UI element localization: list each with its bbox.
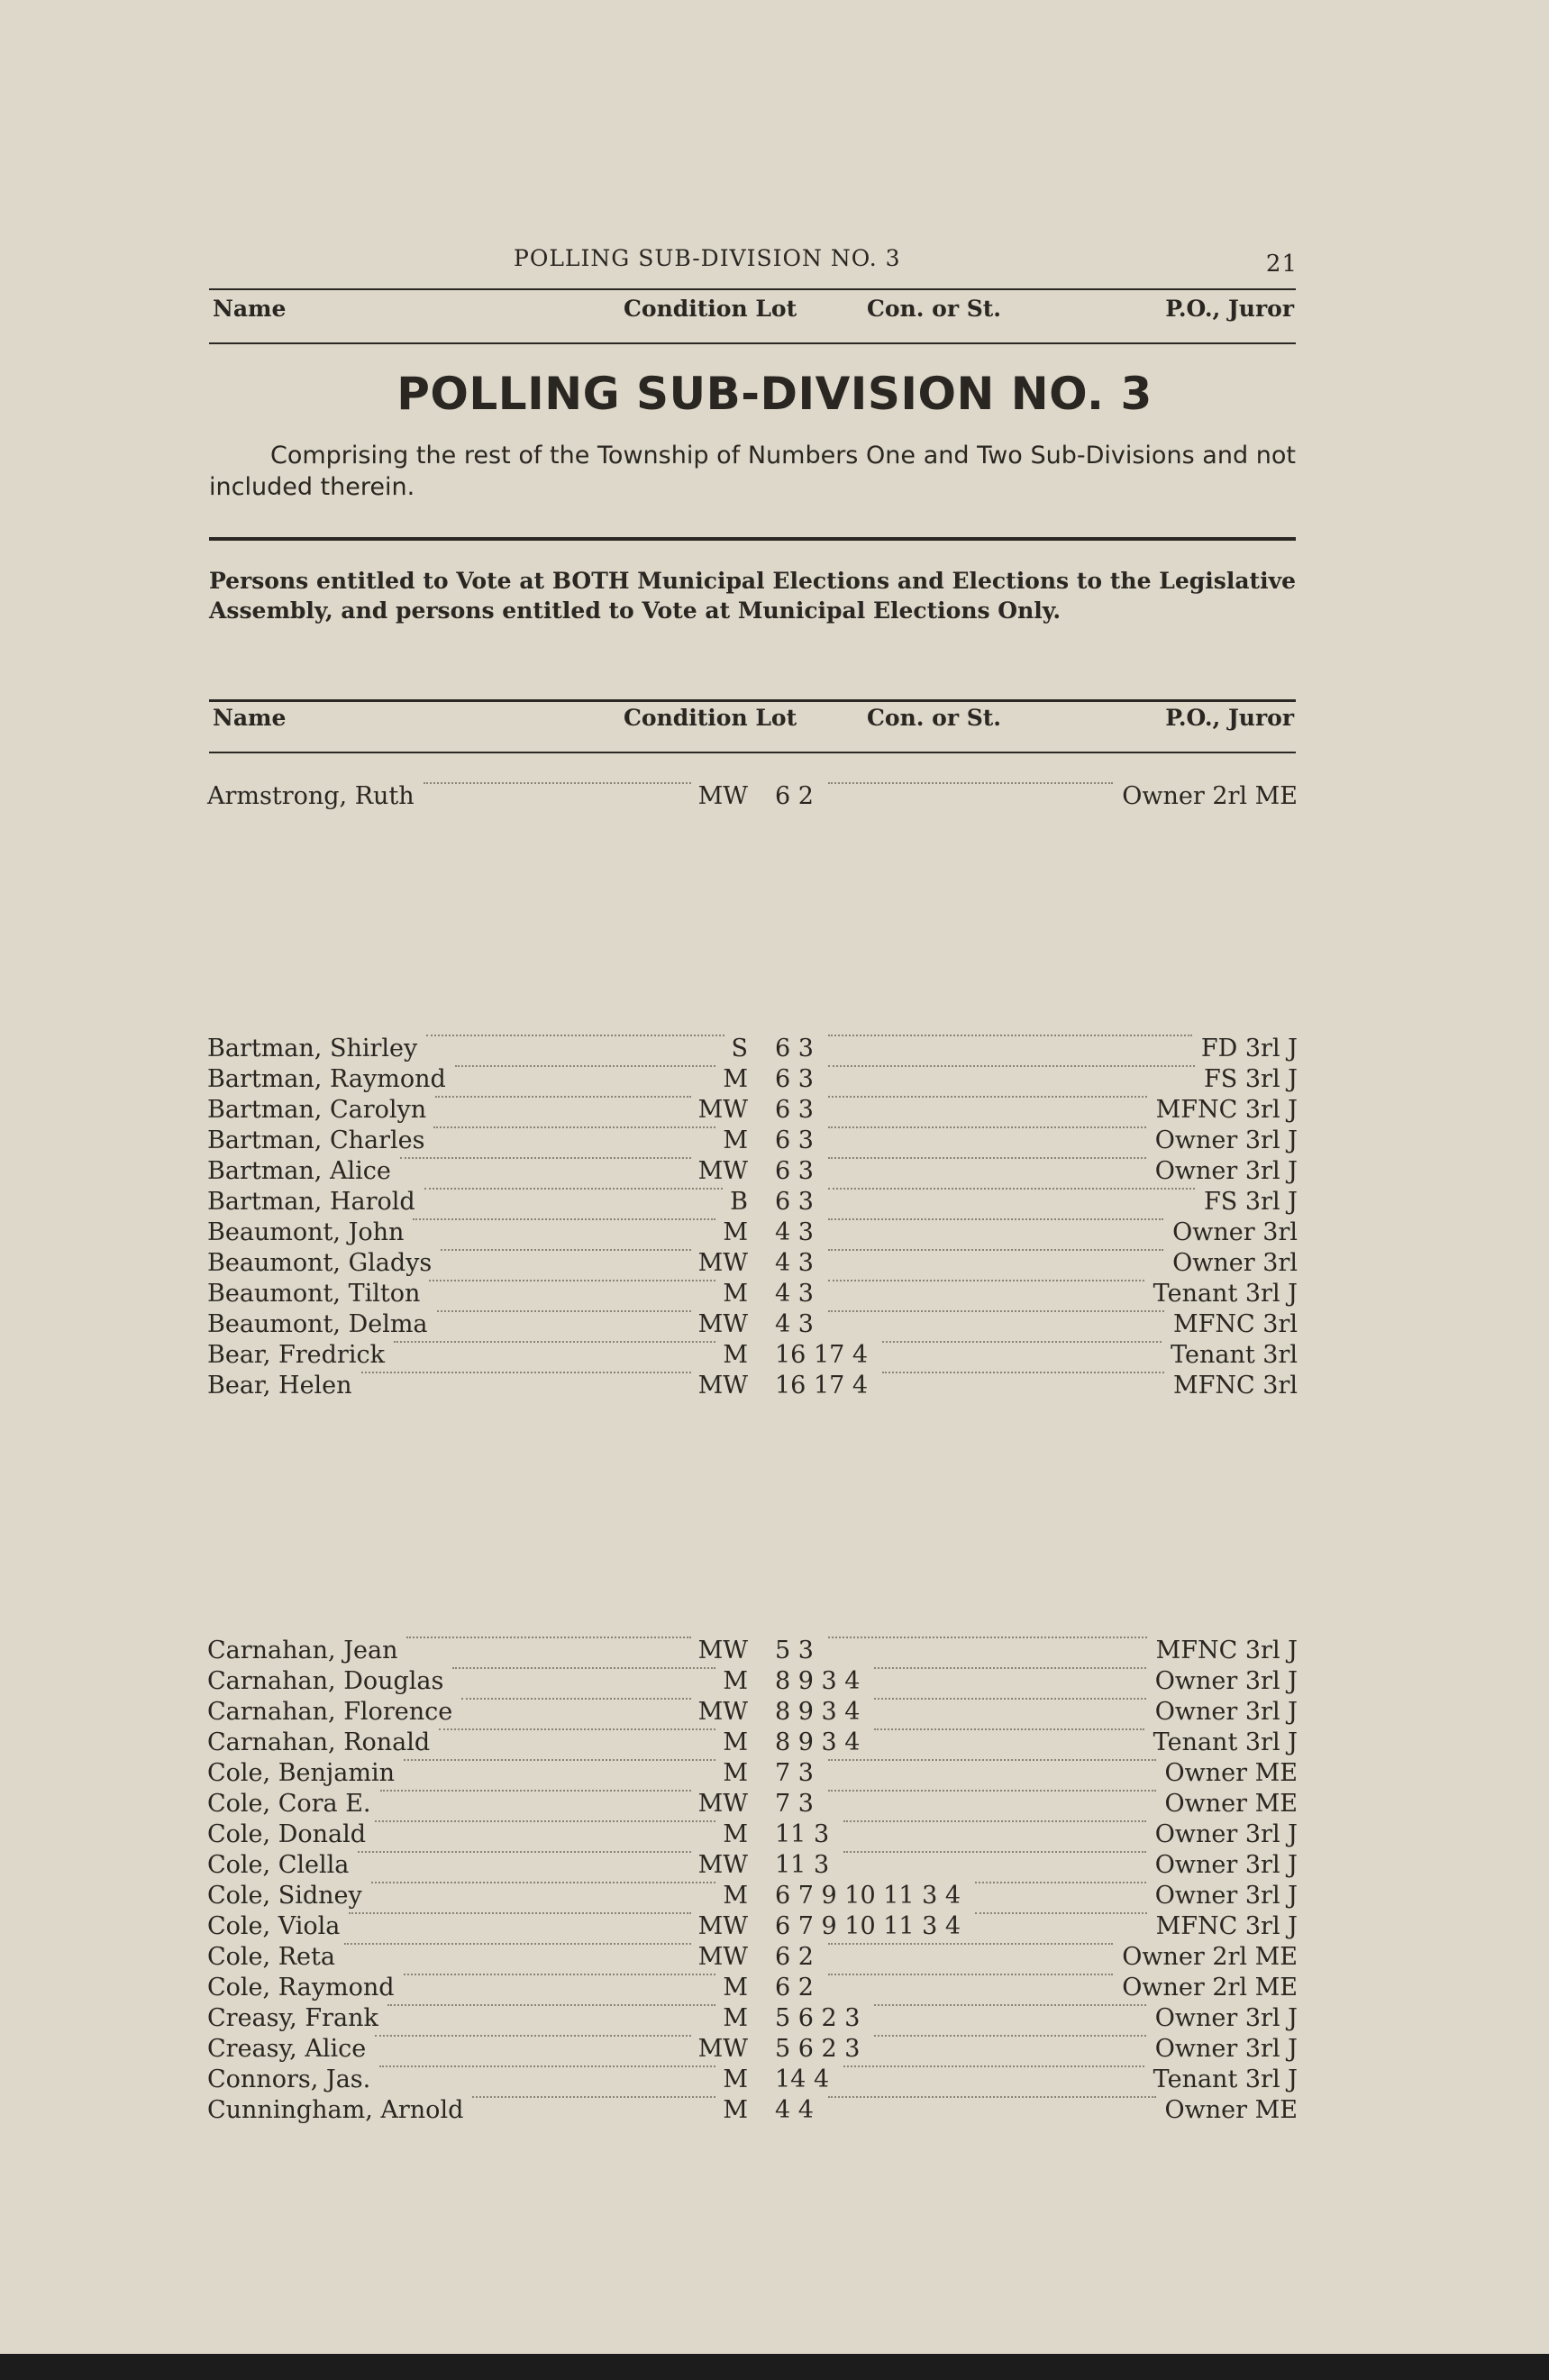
lot-con: 16 17 4 [775,1341,869,1369]
lot-con: 4 3 [775,1249,814,1277]
leader-dots [371,1882,715,1883]
condition: MW [697,2035,748,2063]
leader-dots [828,1974,1113,1975]
leader-dots [828,782,1113,784]
lot-con: 5 6 2 3 [775,2035,861,2063]
list-item [207,2035,1298,2065]
po-juror: Tenant 3rl J [1153,2065,1298,2093]
list-item [207,1698,1298,1728]
leader-dots [394,1341,715,1343]
po-juror: Owner 3rl J [1154,1820,1298,1848]
persons-note: Persons entitled to Vote at BOTH Municipal Elections and Elections to the Legislative Assembly, and persons entitled to Vote at Municipal Elections Only. [209,568,1296,624]
condition: M [723,2096,748,2124]
lot-con: 5 6 2 3 [775,2004,861,2032]
condition: MW [697,1310,748,1338]
po-juror: Tenant 3rl J [1153,1280,1298,1308]
lot-con: 6 3 [775,1096,814,1124]
lot-con: 11 3 [775,1851,830,1879]
lot-con: 6 3 [775,1065,814,1093]
voter-name: Carnahan, Ronald [207,1728,431,1756]
lot-con: 6 7 9 10 11 3 4 [775,1882,961,1910]
leader-dots [435,1096,691,1098]
leader-dots [344,1943,691,1945]
po-juror: Owner 3rl J [1154,1882,1298,1910]
leader-dots [433,1126,715,1128]
voter-name: Cole, Donald [207,1820,367,1848]
entries-group-b [207,1035,1298,1402]
col-condition-lot: Condition Lot [624,705,797,731]
list-item [207,1280,1298,1310]
list-item [207,2004,1298,2035]
list-item [207,1372,1298,1402]
list-item [207,1759,1298,1790]
voter-name: Carnahan, Jean [207,1637,398,1664]
lot-con: 7 3 [775,1759,814,1787]
list-item [207,1637,1298,1667]
voter-name: Bartman, Charles [207,1126,425,1154]
condition: MW [697,1943,748,1971]
condition: M [723,2004,748,2032]
condition: MW [697,1249,748,1277]
voter-name: Cunningham, Arnold [207,2096,464,2124]
entries-group-a [207,782,1298,813]
condition: MW [697,1637,748,1664]
po-juror: Owner 3rl J [1154,1667,1298,1695]
list-item [207,1188,1298,1218]
leader-dots [461,1698,691,1700]
leader-dots [882,1372,1164,1373]
lot-con: 6 2 [775,1943,814,1971]
list-item [207,1341,1298,1372]
po-juror: Tenant 3rl [1171,1341,1298,1369]
leader-dots [975,1882,1146,1883]
list-item [207,1096,1298,1126]
column-header-top [213,296,1294,326]
lot-con: 6 3 [775,1126,814,1154]
list-item [207,1882,1298,1912]
page-number: 21 [1265,251,1298,278]
condition: MW [697,1912,748,1940]
po-juror: Owner 3rl J [1154,1698,1298,1726]
leader-dots [828,1310,1164,1312]
voter-name: Cole, Benjamin [207,1759,395,1787]
voter-name: Bartman, Shirley [207,1035,418,1062]
condition: MW [697,1157,748,1185]
leader-dots [874,2035,1146,2037]
voter-name: Cole, Clella [207,1851,350,1879]
voter-name: Cole, Cora E. [207,1790,371,1818]
leader-dots [828,1157,1146,1159]
voter-name: Connors, Jas. [207,2065,371,2093]
leader-dots [404,1974,715,1975]
voter-name: Cole, Sidney [207,1882,362,1910]
po-juror: Owner ME [1164,1790,1298,1818]
leader-dots [828,1943,1113,1945]
po-juror: MFNC 3rl [1173,1310,1298,1338]
voter-name: Bartman, Alice [207,1157,391,1185]
voter-name: Cole, Viola [207,1912,341,1940]
list-item [207,1218,1298,1249]
column-header-table [213,705,1294,735]
voter-name: Beaumont, John [207,1218,405,1246]
list-item [207,1974,1298,2004]
leader-dots [828,1035,1192,1036]
scan-edge [0,2354,1549,2380]
leader-dots [375,1820,715,1822]
po-juror: Owner ME [1164,2096,1298,2124]
col-po-juror: P.O., Juror [1165,296,1294,322]
condition: MW [697,1790,748,1818]
leader-dots [437,1310,691,1312]
entries-group-c [207,1637,1298,2127]
section-rule [209,537,1296,541]
leader-dots [358,1851,691,1853]
list-item [207,1943,1298,1974]
condition: MW [697,1698,748,1726]
list-item [207,1790,1298,1820]
list-item [207,1912,1298,1943]
leader-dots [843,1820,1146,1822]
leader-dots [828,1126,1146,1128]
condition: M [723,1974,748,2002]
condition: MW [697,1096,748,1124]
condition: MW [697,1372,748,1400]
voter-name: Cole, Reta [207,1943,335,1971]
leader-dots [455,1065,715,1067]
lot-con: 6 2 [775,782,814,810]
po-juror: FS 3rl J [1204,1065,1298,1093]
leader-dots [404,1759,715,1761]
lot-con: 6 3 [775,1157,814,1185]
list-item [207,1035,1298,1065]
col-con-or-st: Con. or St. [867,705,1002,731]
list-item [207,2096,1298,2127]
lot-con: 7 3 [775,1790,814,1818]
lot-con: 5 3 [775,1637,814,1664]
list-item [207,1728,1298,1759]
condition: S [731,1035,748,1062]
col-po-juror: P.O., Juror [1165,705,1294,731]
lot-con: 8 9 3 4 [775,1728,861,1756]
lot-con: 8 9 3 4 [775,1667,861,1695]
lot-con: 11 3 [775,1820,830,1848]
leader-dots [361,1372,691,1373]
list-item [207,2065,1298,2096]
condition: M [723,1341,748,1369]
leader-dots [439,1728,715,1730]
lot-con: 16 17 4 [775,1372,869,1400]
condition: M [723,1728,748,1756]
lot-con: 6 2 [775,1974,814,2002]
condition: M [723,1667,748,1695]
section-description: Comprising the rest of the Township of Numbers One and Two Sub-Divisions and not included therein. [209,442,1296,501]
col-condition-lot: Condition Lot [624,296,797,322]
leader-dots [828,1065,1195,1067]
leader-dots [828,1249,1163,1251]
col-con-or-st: Con. or St. [867,296,1002,322]
voter-name: Carnahan, Florence [207,1698,453,1726]
leader-dots [441,1249,691,1251]
lot-con: 6 3 [775,1035,814,1062]
leader-dots [379,2065,715,2067]
leader-dots [406,1637,691,1638]
voter-name: Creasy, Frank [207,2004,378,2032]
lot-con: 8 9 3 4 [775,1698,861,1726]
condition: M [723,1759,748,1787]
lot-con: 14 4 [775,2065,830,2093]
leader-dots [828,1096,1147,1098]
list-item [207,1065,1298,1096]
leader-dots [426,1035,724,1036]
leader-dots [874,1698,1146,1700]
leader-dots [828,1188,1195,1190]
po-juror: Tenant 3rl J [1153,1728,1298,1756]
voter-name: Bartman, Carolyn [207,1096,427,1124]
po-juror: Owner 3rl J [1154,2035,1298,2063]
condition: B [730,1188,748,1216]
leader-dots [452,1667,715,1669]
po-juror: Owner 3rl [1172,1218,1298,1246]
voter-name: Armstrong, Ruth [207,782,415,810]
leader-dots [843,1851,1146,1853]
leader-dots [387,2004,715,2006]
leader-dots [424,782,691,784]
po-juror: Owner 3rl J [1154,2004,1298,2032]
po-juror: MFNC 3rl J [1155,1637,1298,1664]
po-juror: MFNC 3rl J [1155,1912,1298,1940]
condition: MW [697,1851,748,1879]
lot-con: 4 3 [775,1310,814,1338]
leader-dots [828,1759,1156,1761]
leader-dots [874,1667,1146,1669]
po-juror: Owner 3rl [1172,1249,1298,1277]
list-item [207,1667,1298,1698]
condition: M [723,1882,748,1910]
po-juror: Owner 2rl ME [1122,1974,1298,2002]
list-item [207,1820,1298,1851]
leader-dots [828,1790,1156,1792]
voter-name: Bear, Fredrick [207,1341,385,1369]
lot-con: 6 3 [775,1188,814,1216]
leader-dots [975,1912,1147,1914]
leader-dots [874,1728,1144,1730]
leader-dots [472,2096,715,2098]
voter-name: Bear, Helen [207,1372,352,1400]
leader-dots [882,1341,1162,1343]
lot-con: 6 7 9 10 11 3 4 [775,1912,961,1940]
voter-name: Beaumont, Delma [207,1310,428,1338]
leader-dots [828,1280,1144,1281]
po-juror: MFNC 3rl J [1155,1096,1298,1124]
table-rule-top [209,699,1296,702]
condition: MW [697,782,748,810]
lot-con: 4 4 [775,2096,814,2124]
list-item [207,1851,1298,1882]
leader-dots [429,1280,715,1281]
condition: M [723,1820,748,1848]
voter-name: Beaumont, Tilton [207,1280,421,1308]
po-juror: Owner 3rl J [1154,1157,1298,1185]
section-title: POLLING SUB-DIVISION NO. 3 [396,368,1153,420]
voter-name: Creasy, Alice [207,2035,367,2063]
po-juror: Owner 3rl J [1154,1126,1298,1154]
table-rule-bottom [209,752,1296,753]
leader-dots [413,1218,715,1220]
po-juror: FD 3rl J [1200,1035,1298,1062]
leader-dots [828,1218,1163,1220]
list-item [207,782,1298,813]
lot-con: 4 3 [775,1280,814,1308]
po-juror: FS 3rl J [1204,1188,1298,1216]
leader-dots [874,2004,1146,2006]
condition: M [723,2065,748,2093]
leader-dots [400,1157,691,1159]
condition: M [723,1280,748,1308]
po-juror: Owner 3rl J [1154,1851,1298,1879]
po-juror: Owner ME [1164,1759,1298,1787]
voter-name: Carnahan, Douglas [207,1667,444,1695]
list-item [207,1249,1298,1280]
po-juror: Owner 2rl ME [1122,782,1298,810]
voter-name: Cole, Raymond [207,1974,395,2002]
leader-dots [380,1790,691,1792]
condition: M [723,1126,748,1154]
condition: M [723,1218,748,1246]
header-rule-top [209,288,1296,290]
leader-dots [375,2035,691,2037]
po-juror: Owner 2rl ME [1122,1943,1298,1971]
voter-name: Bartman, Raymond [207,1065,446,1093]
leader-dots [828,2096,1156,2098]
col-name: Name [213,296,287,322]
leader-dots [424,1188,723,1190]
leader-dots [843,2065,1144,2067]
col-name: Name [213,705,287,731]
running-title: POLLING SUB-DIVISION NO. 3 [514,245,901,271]
po-juror: MFNC 3rl [1173,1372,1298,1400]
leader-dots [828,1637,1147,1638]
list-item [207,1126,1298,1157]
voter-name: Beaumont, Gladys [207,1249,433,1277]
voter-name: Bartman, Harold [207,1188,415,1216]
condition: M [723,1065,748,1093]
leader-dots [349,1912,691,1914]
lot-con: 4 3 [775,1218,814,1246]
list-item [207,1310,1298,1341]
header-rule-bottom [209,342,1296,344]
list-item [207,1157,1298,1188]
